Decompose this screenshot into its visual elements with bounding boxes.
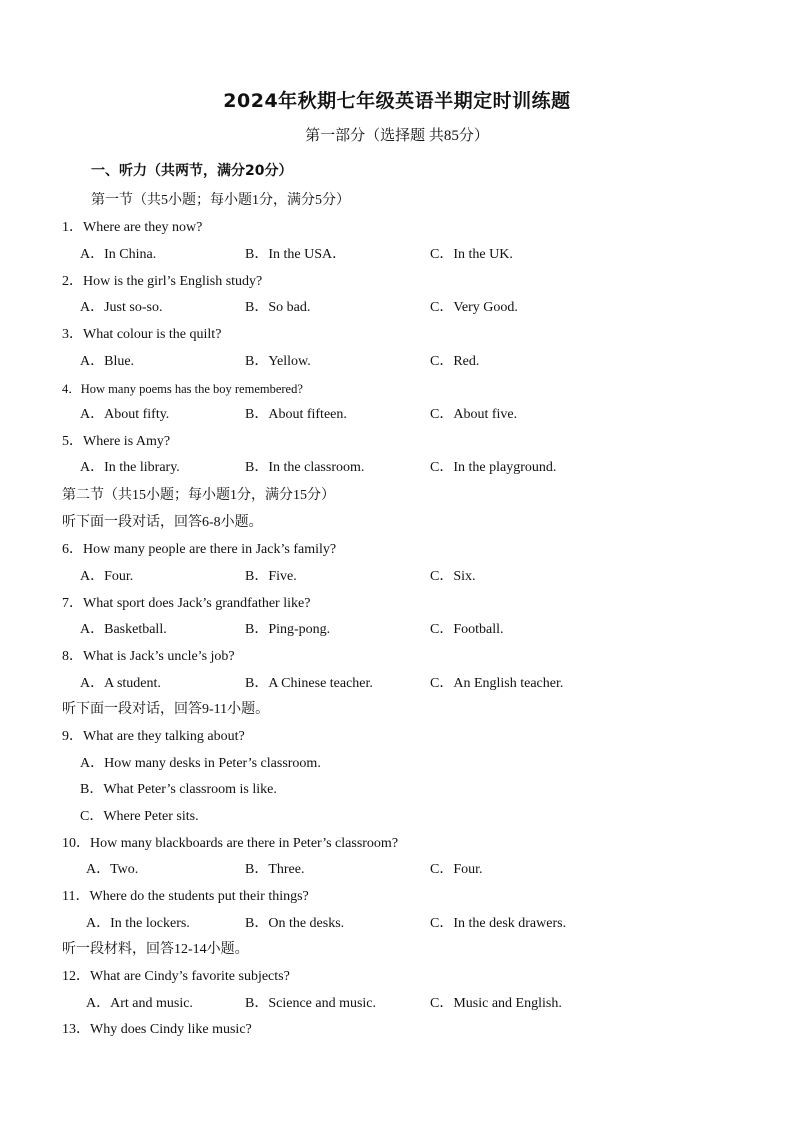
- q6-option-b: B．Five.: [245, 569, 297, 584]
- question-5: 5．Where is Amy?: [62, 434, 171, 449]
- instruction-6-8: 听下面一段对话，回答6-8小题。: [62, 515, 263, 530]
- q8-option-c: C．An English teacher.: [430, 676, 564, 691]
- section2-heading: 第二节（共15小题；每小题1分，满分15分）: [62, 488, 335, 503]
- question-9: 9．What are they talking about?: [62, 729, 245, 744]
- q8-option-b: B．A Chinese teacher.: [245, 676, 373, 691]
- q3-option-b: B．Yellow.: [245, 354, 311, 369]
- q11-option-a: A．In the lockers.: [86, 916, 190, 931]
- q4-option-a: A．About fifty.: [80, 407, 170, 422]
- instruction-12-14: 听一段材料，回答12-14小题。: [62, 942, 249, 957]
- q11-option-b: B．On the desks.: [245, 916, 345, 931]
- q12-option-b: B．Science and music.: [245, 996, 377, 1011]
- question-11: 11．Where do the students put their things?: [62, 889, 309, 904]
- q2-option-a: A．Just so-so.: [80, 300, 163, 315]
- q4-option-b: B．About fifteen.: [245, 407, 347, 422]
- question-6: 6．How many people are there in Jack’s family?: [62, 542, 337, 557]
- q1-option-a: A．In China.: [80, 247, 157, 262]
- q7-option-b: B．Ping-pong.: [245, 622, 331, 637]
- q9-option-a: A．How many desks in Peter’s classroom.: [80, 756, 321, 771]
- q4-option-c: C．About five.: [430, 407, 518, 422]
- q2-option-b: B．So bad.: [245, 300, 311, 315]
- q5-option-b: B．In the classroom.: [245, 460, 365, 475]
- q6-option-a: A．Four.: [80, 569, 134, 584]
- question-13: 13．Why does Cindy like music?: [62, 1022, 252, 1037]
- q9-option-b: B．What Peter’s classroom is like.: [80, 782, 277, 797]
- q9-option-c: C．Where Peter sits.: [80, 809, 199, 824]
- page-subtitle: 第一部分（选择题 共85分）: [305, 128, 489, 144]
- part1-heading: 一、听力（共两节，满分20分）: [91, 163, 293, 179]
- q5-option-c: C．In the playground.: [430, 460, 557, 475]
- section1-heading: 第一节（共5小题；每小题1分，满分5分）: [91, 193, 350, 208]
- q10-option-c: C．Four.: [430, 862, 483, 877]
- q8-option-a: A．A student.: [80, 676, 161, 691]
- question-10: 10．How many blackboards are there in Peter’s classroom?: [62, 836, 399, 851]
- question-3: 3．What colour is the quilt?: [62, 327, 222, 342]
- q7-option-a: A．Basketball.: [80, 622, 167, 637]
- question-8: 8．What is Jack’s uncle’s job?: [62, 649, 235, 664]
- question-7: 7．What sport does Jack’s grandfather like?: [62, 596, 311, 611]
- q2-option-c: C．Very Good.: [430, 300, 518, 315]
- q10-option-b: B．Three.: [245, 862, 305, 877]
- q10-option-a: A．Two.: [86, 862, 139, 877]
- q3-option-a: A．Blue.: [80, 354, 135, 369]
- instruction-9-11: 听下面一段对话，回答9-11小题。: [62, 702, 270, 717]
- q5-option-a: A．In the library.: [80, 460, 180, 475]
- page-title: 2024年秋期七年级英语半期定时训练题: [223, 90, 571, 112]
- q11-option-c: C．In the desk drawers.: [430, 916, 567, 931]
- q1-option-c: C．In the UK.: [430, 247, 513, 262]
- q6-option-c: C．Six.: [430, 569, 476, 584]
- question-4: 4．How many poems has the boy remembered?: [62, 382, 303, 396]
- q7-option-c: C．Football.: [430, 622, 504, 637]
- q1-option-b: B．In the USA．: [245, 247, 347, 262]
- q12-option-c: C．Music and English.: [430, 996, 562, 1011]
- question-1: 1．Where are they now?: [62, 220, 203, 235]
- question-12: 12．What are Cindy’s favorite subjects?: [62, 969, 290, 984]
- question-2: 2．How is the girl’s English study?: [62, 274, 263, 289]
- q12-option-a: A．Art and music.: [86, 996, 193, 1011]
- q3-option-c: C．Red.: [430, 354, 480, 369]
